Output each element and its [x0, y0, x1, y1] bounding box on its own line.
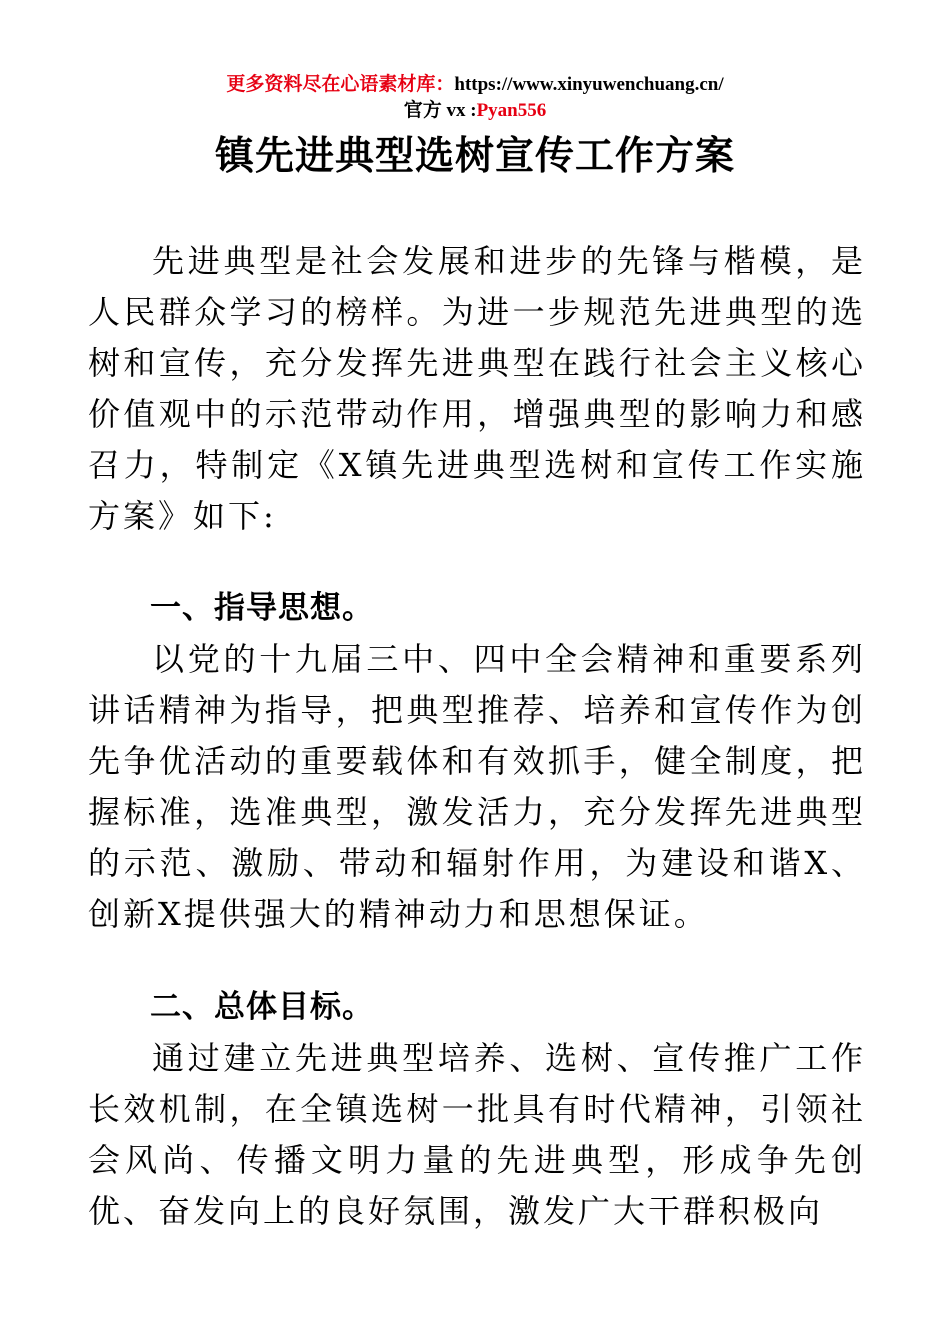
header-contact-id: Pyan556 [476, 100, 547, 121]
header-promo-url[interactable]: https://www.xinyuwenchuang.cn/ [454, 74, 724, 95]
header-contact-line [0, 98, 950, 124]
section-paragraph: 以党的十九届三中、四中全会精神和重要系列讲话精神为指导，把典型推荐、培养和宣传作为创先争优活动的重要载体和有效抓手，健全制度，把握标准，选准典型，激发活力，充分发挥先进典型的示范、激励、带动和辐射作用，为建设和谐X、创新X提供强大的精神动力和思想保证。 [88, 640, 866, 933]
section-heading: 二、总体目标。 [150, 989, 374, 1025]
document-title: 镇先进典型选树宣传工作方案 [214, 133, 735, 179]
header-contact-label: 官方 vx : [403, 100, 477, 121]
header-promo-text: 更多资料尽在心语素材库： [226, 74, 455, 95]
section-heading: 一、指导思想。 [150, 590, 374, 626]
section-paragraph: 通过建立先进典型培养、选树、宣传推广工作长效机制，在全镇选树一批具有时代精神，引领社会风尚、传播文明力量的先进典型，形成争先创优、奋发向上的良好氛围，激发广大干群积极向 [88, 1039, 866, 1230]
header-promo-line [0, 72, 950, 98]
section-guiding-thought [88, 583, 866, 940]
section-overall-goal [88, 982, 866, 1237]
intro-paragraph: 先进典型是社会发展和进步的先锋与楷模，是人民群众学习的榜样。为进一步规范先进典型的选树和宣传，充分发挥先进典型在践行社会主义核心价值观中的示范带动作用，增强典型的影响力和感召力，特制定《X镇先进典型选树和宣传工作实施方案》如下: [88, 242, 866, 535]
intro-section [88, 236, 866, 542]
